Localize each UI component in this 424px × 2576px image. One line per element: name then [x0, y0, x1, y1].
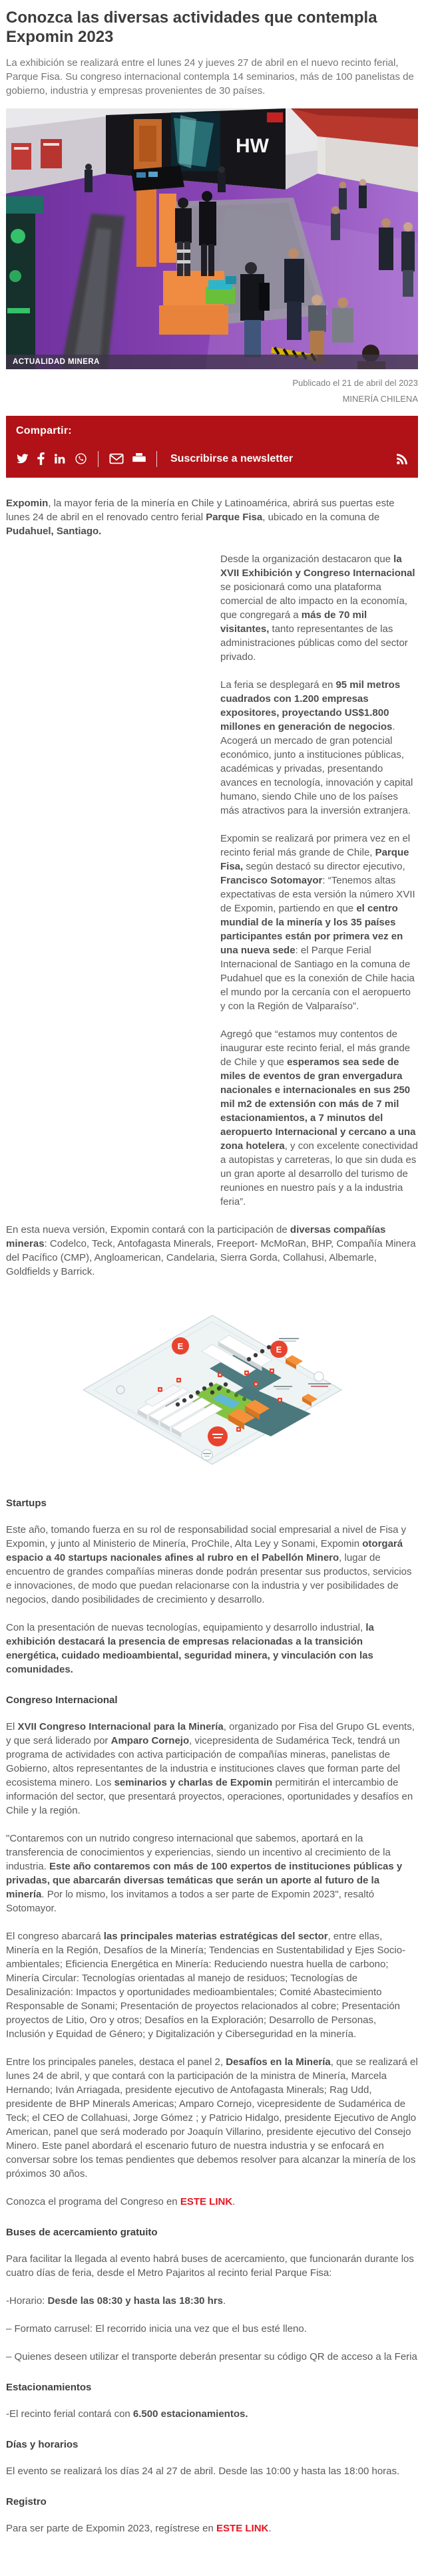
text-segment: . [232, 2195, 236, 2207]
facebook-icon[interactable] [37, 452, 45, 465]
text-segment: Este año, tomando fuerza en su rol de responsabilidad social empresarial a nivel de Fisa y Expomin, y junto al Ministerio de Minería, ProChile, Alta Ley y Sonami, Expomin [6, 1524, 407, 1549]
text-segment: – Formato carrusel: El recorrido inicia una vez que el bus esté lleno. [6, 2323, 307, 2334]
subscribe-newsletter-button[interactable]: Suscribirse a newsletter [170, 452, 294, 464]
email-icon[interactable] [109, 453, 124, 464]
text-segment: se posicionará como una plataforma comercial de alto impacto en la economía, que congregará a [220, 581, 407, 621]
text-segment: Agregó que “estamos muy contentos de inaugurar este recinto ferial, el más grande de Chile y que [220, 1028, 411, 1068]
text-segment: , entre ellas, Minería en la Región, Desafíos de la Minería; Tendencias en Sustentabilidad y Ejes Socio-ambientales; Eficiencia Energética en Minería: Reduciendo nuestra huella de carbono; Minería Circular: Tecnologías orientadas al manejo de residuos; Tecnologías de Desalinización: Impactos y oportunidades medioambientales; Comité Abastecimiento Responsable de Sonami; Presentación de proyectos relacionados al cobre; Presentación proyectos de Litio, Oro y otros; Desafíos en la Exploración; Desarrollo de Personas, Inclusión y Equidad de Género; y Digitalización y Ciberseguridad en la minería. [6, 1930, 406, 2040]
text-segment: , y con excelente conectividad a autopistas y carreteras, lo que sin duda es un gran aporte al desarrollo del turismo de reuniones en nuestro país y a la industria feria”. [220, 1140, 418, 1208]
text-segment: Con la presentación de nuevas tecnologías, equipamiento y desarrollo industrial, [6, 1621, 366, 1633]
text-segment: diversas compañías mineras [6, 1223, 386, 1249]
text-segment: según destacó su director ejecutivo, [243, 860, 405, 872]
category-tag: ACTUALIDAD MINERA [6, 355, 418, 369]
text-segment: la exhibición destacará la presencia de empresas relacionadas a la transición energética, cuidado medioambiental, seguridad minera, y vinculación con las comunidades. [6, 1621, 374, 1675]
text-segment: tanto representantes de las administraciones públicas como del sector privado. [220, 623, 408, 663]
text-segment: Desde las 08:30 y hasta las 18:30 hrs [47, 2295, 224, 2307]
venue-map-illustration [79, 1311, 345, 1471]
text-segment: , ubicado en la comuna de [262, 511, 380, 523]
article-paragraph [6, 2464, 418, 2478]
article-paragraph [6, 2521, 418, 2535]
text-segment: Amparo Cornejo [110, 1734, 190, 1746]
text-segment: – Quienes deseen utilizar el transporte deberán presentar su código QR de acceso a la Feria [6, 2350, 417, 2362]
text-segment: 6.500 estacionamientos. [132, 2408, 248, 2420]
text-segment: . Por lo mismo, los invitamos a todos a ser parte de Expomin 2023", resaltó Sotomayor. [6, 1888, 375, 1914]
published-date: Publicado el 21 de abril del 2023 [292, 378, 418, 389]
section-heading-buses: Buses de acercamiento gratuito [6, 2226, 158, 2238]
article-paragraph [6, 1621, 418, 1677]
text-segment: 95 mil metros cuadrados con 1.200 empresas expositores, proyectando US$1.800 millones en generación de negocios [220, 679, 401, 732]
text-segment: "Contaremos con un nutrido congreso internacional que sabemos, aportará en la transferencia de conocimientos y experiencias, siendo un incentivo al crecimiento de la industria. [6, 1832, 391, 1872]
print-icon[interactable] [132, 453, 146, 465]
venue-map-image [6, 1311, 418, 1471]
twitter-icon[interactable] [16, 452, 29, 465]
text-segment: Conozca el programa del Congreso en [6, 2195, 180, 2207]
hero-image [6, 108, 418, 369]
text-segment: . Acogerá un mercado de gran potencial económico, junto a instituciones públicas, académicas y privadas, presentando avances en tecnología, innovación y capital humano, siendo Chile uno de los países más atractivos para la inversión extranjera. [220, 721, 413, 816]
share-divider [156, 451, 157, 467]
text-segment: Desafíos en la Minería [226, 2056, 331, 2068]
article-lead: La exhibición se realizará entre el lunes 24 y jueves 27 de abril en el nuevo recinto ferial, Parque Fisa. Su congreso internacional contempla 14 seminarios, más de 100 panelistas de gobierno, industria y empresas provenientes de 30 países. [6, 57, 414, 97]
text-segment: . [268, 2522, 272, 2534]
section-heading-congreso: Congreso Internacional [6, 1694, 118, 1706]
text-segment: Expomin se realizará por primera vez en el recinto ferial más grande de Chile, [220, 832, 411, 858]
text-segment: Parque Fisa [206, 511, 263, 523]
text-segment: Para facilitar la llegada al evento habrá buses de acercamiento, que funcionarán durante los cuatro días de feria, desde el Metro Pajaritos al recinto ferial Parque Fisa: [6, 2253, 414, 2279]
ad-placeholder [6, 552, 220, 1221]
text-segment: , organizado por Fisa del Grupo GL events, y que será liderado por [6, 1720, 415, 1746]
text-segment: , la mayor feria de la minería en Chile y Latinoamérica, abrirá sus puertas este lunes 24 de abril en el renovado centro ferial [6, 497, 395, 523]
section-heading-estacionamientos: Estacionamientos [6, 2381, 92, 2393]
svg-text:E: E [276, 1344, 282, 1355]
text-segment: Entre los principales paneles, destaca el panel 2, [6, 2056, 226, 2068]
share-label: Compartir: [16, 424, 72, 436]
text-segment: , vicepresidenta de Sudamérica Teck, tendrá un programa de actividades con activa participación de compañías mineras, panelistas de Gobierno, altos representantes de la industria e instituciones claves que forman parte del ecosistema minero. Los [6, 1734, 401, 1788]
article-paragraph [6, 496, 418, 538]
svg-text:E: E [177, 1341, 183, 1351]
text-segment: seminarios y charlas de Expomin [114, 1776, 273, 1788]
source-name: MINERÍA CHILENA [342, 394, 418, 404]
article-paragraph [6, 2322, 418, 2336]
section-heading-registro: Registro [6, 2496, 47, 2507]
text-segment: -El recinto ferial contará con [6, 2408, 133, 2420]
article-paragraph [6, 1223, 418, 1279]
share-divider [98, 451, 99, 467]
article-paragraph [6, 1832, 418, 1915]
whatsapp-icon[interactable] [75, 452, 87, 465]
text-segment: . [223, 2295, 226, 2307]
article-paragraph [6, 2294, 418, 2308]
text-segment: el centro mundial de la minería y los 35 países participantes están por primera vez en una nueva sede [220, 902, 403, 956]
text-segment: Parque Fisa, [220, 846, 409, 872]
section-heading-dias: Días y horarios [6, 2438, 79, 2450]
text-segment: El congreso abarcará [6, 1930, 104, 1942]
text-segment: Para ser parte de Expomin 2023, regístrese en [6, 2522, 217, 2534]
section-heading-startups: Startups [6, 1497, 47, 1509]
text-segment: esperamos sea sede de miles de eventos de gran envergadura nacionales e internacionales en sus 250 mil m2 de extensión con más de 7 mil estacionamientos, a 7 minutos del aeropuerto Internacional y cercano a una zona hotelera [220, 1056, 416, 1152]
text-segment: permitirán el intercambio de información del sector, que presentará proyectos, operaciones, oportunidades y desafíos en Chile y la región. [6, 1776, 413, 1816]
article-paragraph [6, 2055, 418, 2181]
text-segment: XVII Congreso Internacional para la Minería [17, 1720, 224, 1732]
este-link[interactable]: ESTE LINK [180, 2195, 233, 2207]
article-paragraph [6, 1929, 418, 2041]
text-segment: Expomin [6, 497, 49, 509]
article-paragraph [6, 1720, 418, 1818]
article-paragraph [6, 2195, 418, 2209]
text-segment: , lugar de encuentro de grandes compañías mineras donde podrán presentar sus productos, servicios e innovaciones, de modo que puedan relacionarse con la industria y ver posibilidades de negocios, dando posibilidades de crecimiento y desarrollo. [6, 1551, 412, 1605]
este-link[interactable]: ESTE LINK [216, 2522, 269, 2534]
article-paragraph [6, 2407, 418, 2421]
text-segment: Francisco Sotomayor [220, 874, 323, 886]
article-body [6, 496, 418, 2535]
text-segment: otorgará espacio a 40 startups nacionales afines al rubro en el Pabellón Minero [6, 1537, 403, 1563]
exhibition-photo-illustration [6, 108, 418, 369]
text-segment: La feria se desplegará en [220, 679, 336, 691]
text-segment: Este año contaremos con más de 100 expertos de instituciones públicas y privadas, que abarcarán diversas temáticas que serán un aporte al futuro de la minería [6, 1860, 403, 1900]
text-segment: El [6, 1720, 18, 1732]
text-segment: : Codelco, Teck, Antofagasta Minerals, Freeport- McMoRan, BHP, Compañía Minera del Pacífico (CMP), Angloamerican, Candelaria, Sierra Gorda, Collahusi, Albemarle, Goldfields y Barrick. [6, 1237, 416, 1277]
text-segment: : el Parque Ferial Internacional de Santiago en la comuna de Pudahuel que es la conexión de Chile hacia el mundo por la cercanía con el aeropuerto y con la Región de Valparaíso”. [220, 944, 415, 1012]
text-segment: la XVII Exhibición y Congreso Internacional [220, 553, 415, 579]
text-segment: Desde la organización destacaron que [220, 553, 394, 565]
article-paragraph [6, 2350, 418, 2364]
page-title: Conozca las diversas actividades que contempla Expomin 2023 [6, 9, 377, 47]
rss-icon[interactable] [396, 453, 408, 465]
article-paragraph [6, 1523, 418, 1607]
text-segment: las principales materias estratégicas del sector [103, 1930, 328, 1942]
text-segment: más de 70 mil visitantes, [220, 609, 367, 635]
text-segment: El evento se realizará los días 24 al 27 de abril. Desde las 10:00 y hasta las 18:00 horas. [6, 2465, 400, 2477]
text-segment: -Horario: [6, 2295, 48, 2307]
svg-text:HW: HW [236, 135, 269, 158]
text-segment: Pudahuel, Santiago. [6, 525, 102, 537]
text-segment: : “Tenemos altas expectativas de esta versión la número XVII de Expomin, partiendo en que [220, 874, 415, 914]
text-segment: En esta nueva versión, Expomin contará con la participación de [6, 1223, 290, 1235]
linkedin-icon[interactable] [53, 452, 66, 465]
article-paragraph [6, 2252, 418, 2280]
share-bar [6, 416, 418, 478]
text-segment: , que se realizará el lunes 24 de abril, y que contará con la participación de la ministra de Minería, Marcela Hernando; Iván Arriagada, presidente ejecutivo de Antofagasta Minerals; Rag Udd, presidente de BHP Minerals Americas; Amparo Cornejo, vicepresidente de Sudamérica de Teck; el CEO de Collahuasi, Jorge Gómez ; y Patricio Hidalgo, presidente Ejecutivo de Anglo American, panel que será moderado por Joaquín Villarino, presidente ejecutivo del Consejo Minero. Este panel abordará el escenario futuro de nuestra industria y se enfocará en conversar sobre los temas pendientes que debemos resolver para alcanzar la minería de los próximos 30 años. [6, 2056, 418, 2179]
